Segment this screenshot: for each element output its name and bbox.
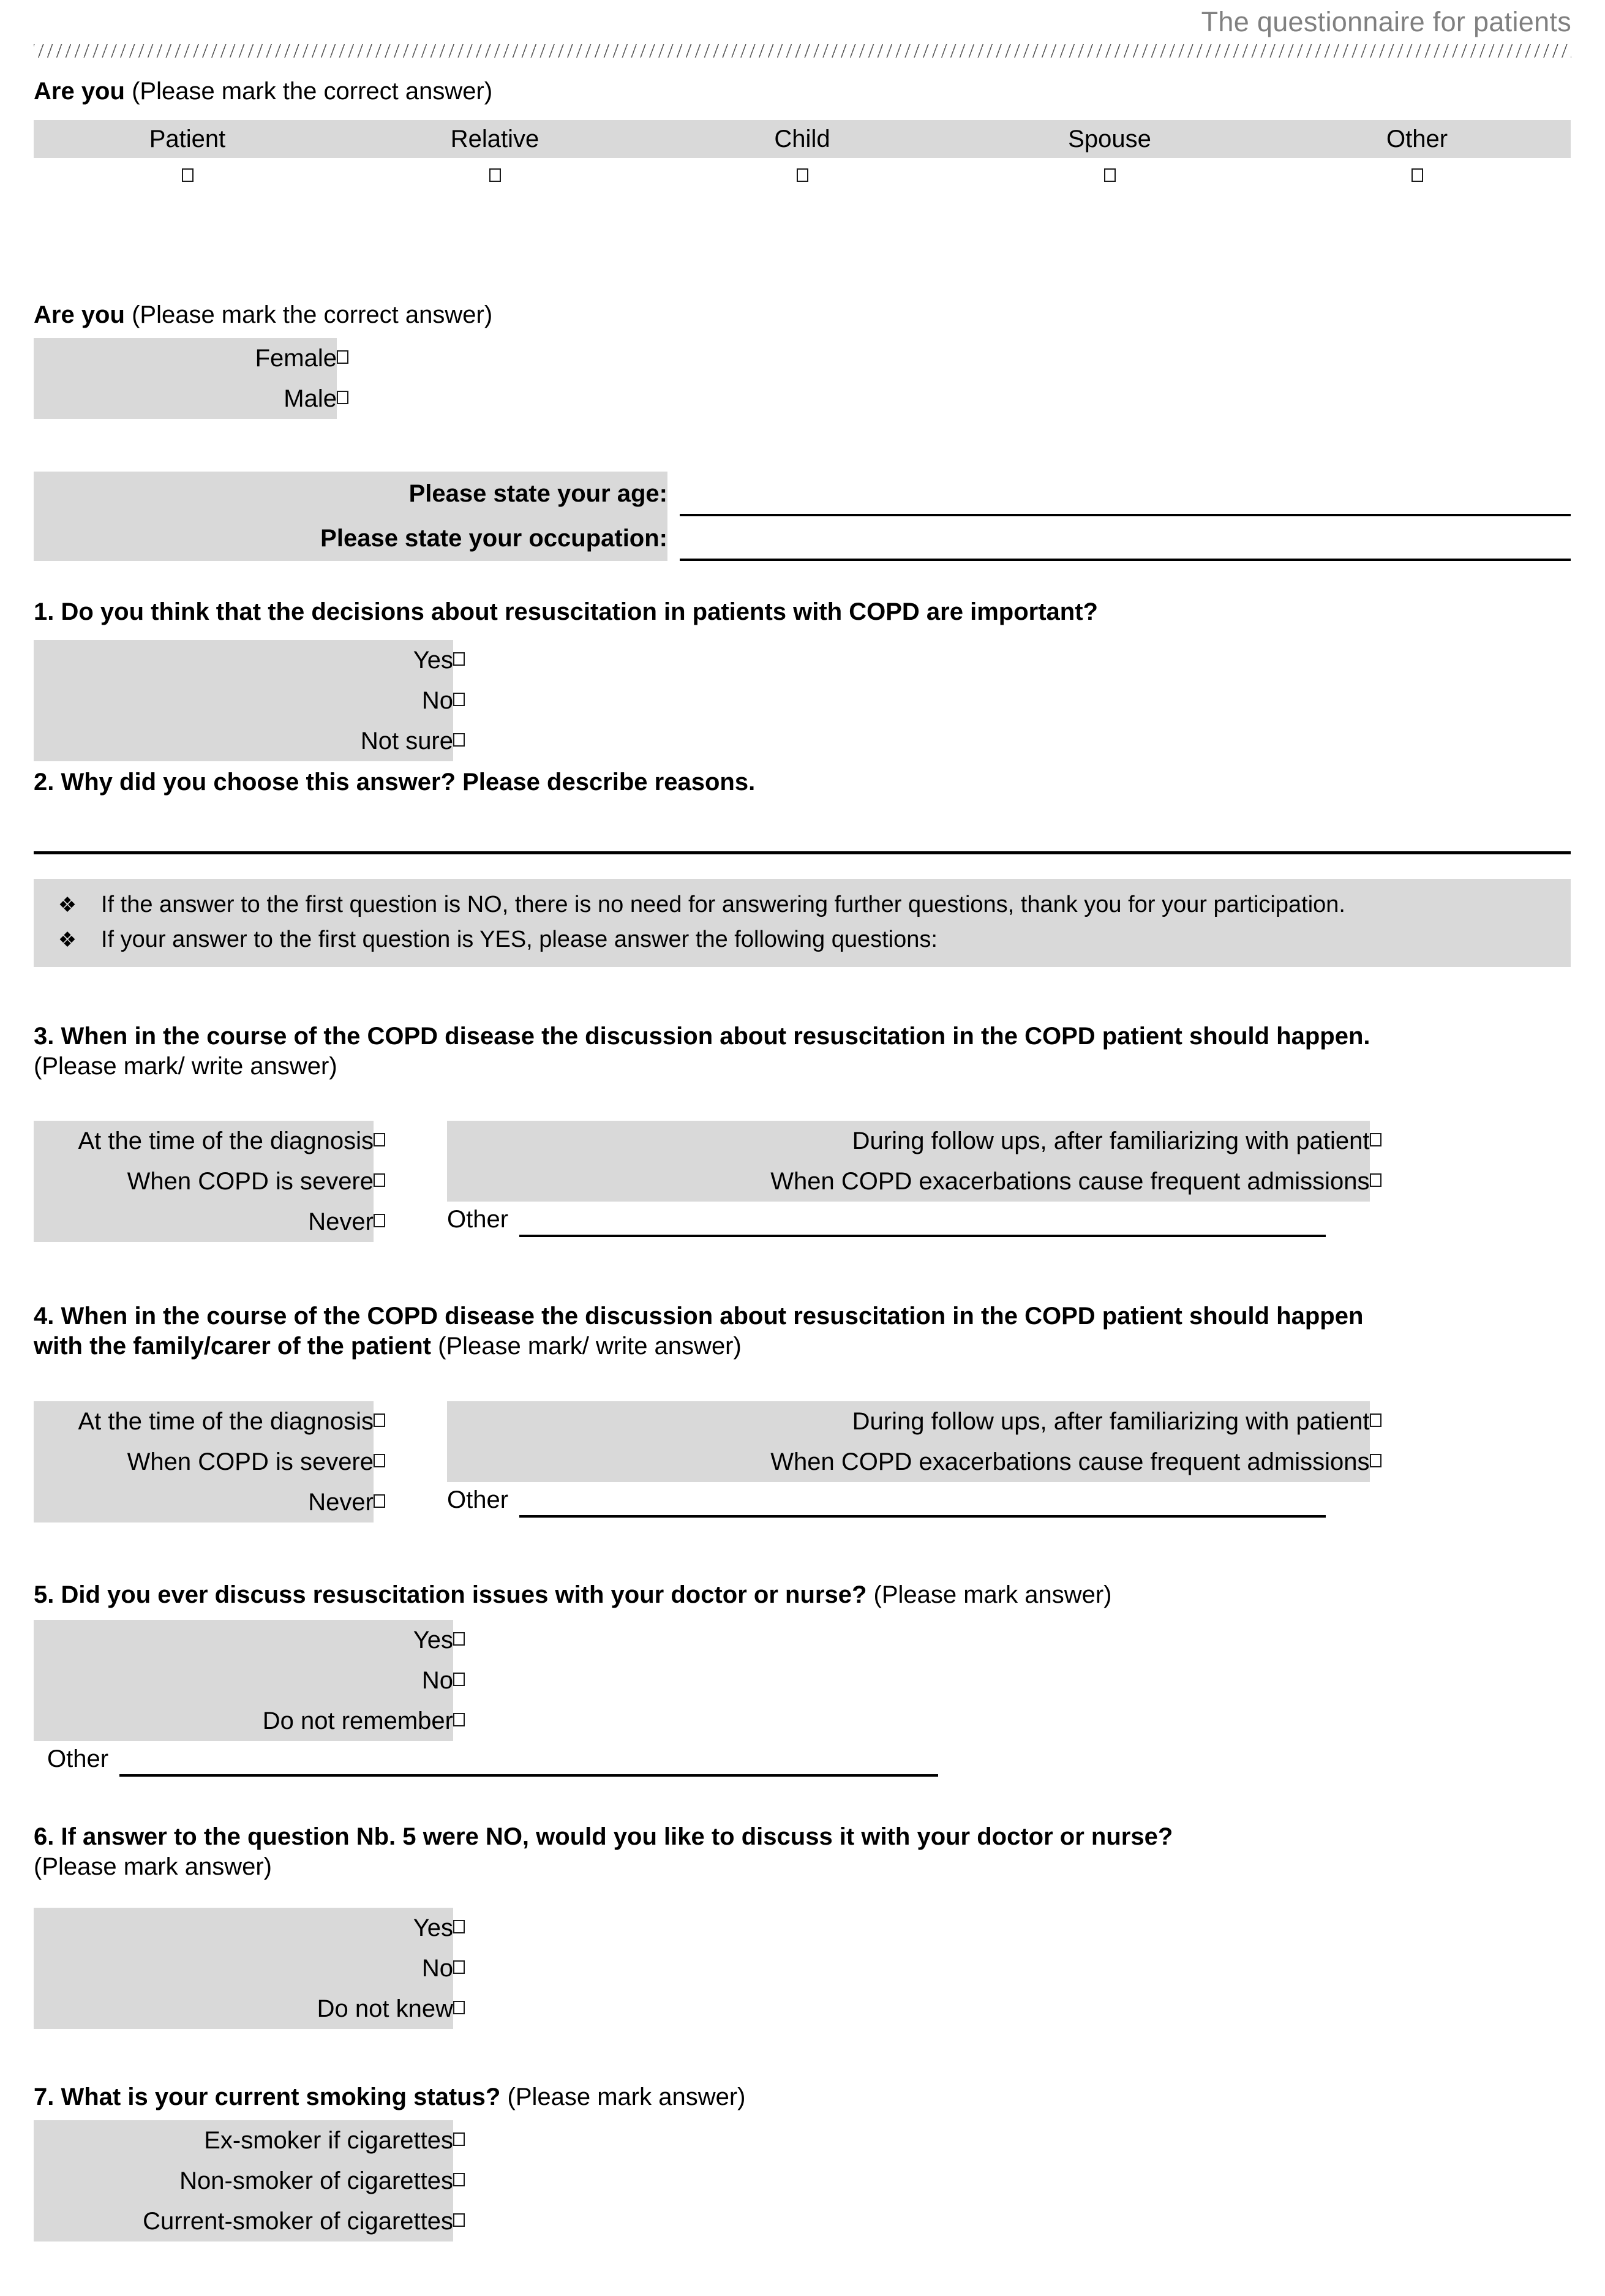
notes-block [34, 879, 1571, 967]
gender-prompt-bold: Are you [34, 301, 125, 328]
q3-right-checkbox-followups[interactable] [1370, 1133, 1381, 1146]
q3-left-checkbox-never[interactable] [374, 1214, 385, 1227]
gender-checkbox-male[interactable] [337, 391, 348, 404]
q4-right-column [447, 1401, 1415, 1518]
diamond-bullet-icon: ❖ [58, 894, 77, 917]
q1-row-no [34, 680, 496, 721]
q7-checkbox-non-smoker[interactable] [453, 2173, 465, 2186]
note-item-1 [34, 887, 1571, 922]
gender-row-male [34, 378, 380, 419]
role-checkbox-spouse[interactable] [1104, 168, 1116, 182]
role-option-label-patient: Patient [149, 126, 226, 152]
q7-checkbox-current-smoker-cell [453, 2201, 496, 2241]
gender-checkbox-female-cell [337, 338, 380, 378]
q4-right-label-followups: During follow ups, after familiarizing with patient [447, 1401, 1370, 1442]
q5-checkbox-do-not-remember[interactable] [453, 1713, 465, 1726]
q5-checkbox-yes-cell [453, 1620, 496, 1660]
q6-label-do-not-knew: Do not knew [34, 1989, 453, 2029]
q4-left-row-3 [34, 1482, 416, 1523]
q7-options [34, 2120, 1571, 2241]
q6-options-table [34, 1908, 496, 2029]
q3-left-checkbox-diagnosis[interactable] [374, 1133, 385, 1146]
q5-checkbox-no[interactable] [453, 1673, 465, 1686]
q2-title: 2. Why did you choose this answer? Please describe reasons. [34, 769, 756, 796]
q6-title-note: (Please mark answer) [34, 1853, 273, 1880]
q5-other-label: Other [47, 1745, 109, 1772]
note-item-2 [34, 922, 1571, 957]
q3-left-checkbox-severe-cell [374, 1161, 416, 1202]
q5-other-field[interactable] [47, 1741, 938, 1777]
q4-left-label-severe: When COPD is severe [34, 1442, 374, 1482]
notes-shaded-box [34, 879, 1571, 967]
q1-options [34, 640, 1571, 761]
q5-row-donotremember [34, 1701, 496, 1741]
q1-title: 1. Do you think that the decisions about resuscitation in patients with COPD are important? [34, 598, 1098, 625]
q3-right-row-2 [447, 1161, 1415, 1202]
q4-left-row-1 [34, 1401, 416, 1442]
q3-options-columns [34, 1121, 1571, 1242]
role-option-label-other: Other [1386, 126, 1448, 152]
q1-checkbox-not-sure[interactable] [453, 733, 465, 747]
age-row [34, 472, 1571, 516]
q3-title-note: (Please mark/ write answer) [34, 1053, 337, 1080]
q5-title-note: (Please mark answer) [873, 1581, 1112, 1608]
q7-label-ex-smoker: Ex-smoker if cigarettes [34, 2120, 453, 2161]
q6-checkbox-yes[interactable] [453, 1920, 465, 1933]
q1-label-not-sure: Not sure [34, 721, 453, 761]
q4-other-field[interactable] [447, 1482, 1326, 1518]
q5-title [34, 1580, 1571, 1610]
q2-answer-value[interactable] [34, 815, 1571, 851]
q3-other-field[interactable] [447, 1202, 1326, 1237]
q6-checkbox-no[interactable] [453, 1960, 465, 1974]
occupation-row [34, 516, 1571, 561]
q4-left-checkbox-severe-cell [374, 1442, 416, 1482]
q3-right-label-exacerbations: When COPD exacerbations cause frequent admissions [447, 1161, 1370, 1202]
age-input-value[interactable] [680, 477, 1571, 514]
q4-left-row-2 [34, 1442, 416, 1482]
q4-right-label-exacerbations: When COPD exacerbations cause frequent admissions [447, 1442, 1370, 1482]
role-options-checkbox-row [34, 158, 1571, 195]
q6-checkbox-do-not-knew[interactable] [453, 2001, 465, 2014]
q7-checkbox-ex-smoker-cell [453, 2120, 496, 2161]
q5-other-input[interactable] [119, 1746, 938, 1777]
gender-checkbox-male-cell [337, 378, 380, 419]
role-checkbox-spouse-cell [956, 168, 1263, 185]
q5-checkbox-yes[interactable] [453, 1632, 465, 1646]
gender-label-female: Female [34, 338, 337, 378]
q3-right-checkbox-followups-cell [1370, 1121, 1415, 1161]
q1-label-no: No [34, 680, 453, 721]
q5-label-do-not-remember: Do not remember [34, 1701, 453, 1741]
q3-left-row-2 [34, 1161, 416, 1202]
q6-checkbox-do-not-knew-cell [453, 1989, 496, 2029]
q6-options [34, 1908, 1571, 2029]
q2-answer-area[interactable] [34, 815, 1571, 854]
role-options-header-row [34, 120, 1571, 158]
q4-right-checkbox-followups-cell [1370, 1401, 1415, 1442]
q6-label-no: No [34, 1948, 453, 1989]
q4-right-row-2 [447, 1442, 1415, 1482]
personal-fields-table [34, 472, 1571, 561]
q4-left-checkbox-severe[interactable] [374, 1454, 385, 1467]
occupation-input-underline [680, 559, 1571, 561]
q7-title [34, 2082, 1571, 2112]
q4-right-checkbox-followups[interactable] [1370, 1413, 1381, 1427]
q4-section [34, 1301, 1571, 1361]
gender-prompt-note: (Please mark the correct answer) [132, 301, 493, 328]
q4-left-options-table [34, 1401, 416, 1523]
q1-checkbox-yes[interactable] [453, 652, 465, 666]
role-option-label-child: Child [774, 126, 830, 152]
note-item-1-text: If the answer to the first question is NO, there is no need for answering further questions, thank you for your participation. [101, 892, 1345, 917]
role-options-band [34, 120, 1571, 195]
q1-row-yes [34, 640, 496, 680]
q4-options [34, 1401, 1571, 1523]
q7-row-non [34, 2161, 496, 2201]
q7-checkbox-non-smoker-cell [453, 2161, 496, 2201]
q3-right-options-table [447, 1121, 1415, 1202]
q6-row-no [34, 1948, 496, 1989]
q5-label-no: No [34, 1660, 453, 1701]
q4-right-options-table [447, 1401, 1415, 1482]
q5-checkbox-no-cell [453, 1660, 496, 1701]
q7-checkbox-ex-smoker[interactable] [453, 2132, 465, 2146]
q1-checkbox-not-sure-cell [453, 721, 496, 761]
role-checkbox-patient-cell [34, 168, 341, 185]
q3-left-label-diagnosis: At the time of the diagnosis [34, 1121, 374, 1161]
hatched-divider [34, 44, 1571, 58]
role-prompt-note: (Please mark the correct answer) [132, 78, 493, 105]
q4-left-checkbox-never-cell [374, 1482, 416, 1523]
gender-label-male: Male [34, 378, 337, 419]
role-option-label-spouse: Spouse [1068, 126, 1151, 152]
personal-fields-section [34, 472, 1571, 561]
q5-section [34, 1580, 1571, 1610]
q4-other-input[interactable] [519, 1487, 1326, 1518]
q3-left-checkbox-severe[interactable] [374, 1173, 385, 1187]
q4-right-row-1 [447, 1401, 1415, 1442]
q3-left-checkbox-diagnosis-cell [374, 1121, 416, 1161]
q3-right-row-1 [447, 1121, 1415, 1161]
q4-left-label-diagnosis: At the time of the diagnosis [34, 1401, 374, 1442]
page-header [34, 6, 1571, 64]
q2-section [34, 767, 1571, 797]
q4-right-checkbox-exacerbations[interactable] [1370, 1454, 1381, 1467]
q4-title-note: (Please mark/ write answer) [438, 1333, 742, 1360]
q3-left-checkbox-never-cell [374, 1202, 416, 1242]
role-checkbox-relative[interactable] [489, 168, 501, 182]
q7-row-ex [34, 2120, 496, 2161]
gender-question-section [34, 300, 1571, 330]
q3-other-label: Other [447, 1206, 509, 1233]
q3-section [34, 1022, 1571, 1082]
q5-title-bold: 5. Did you ever discuss resuscitation issues with your doctor or nurse? [34, 1581, 867, 1608]
q6-checkbox-yes-cell [453, 1908, 496, 1948]
q4-left-checkbox-diagnosis-cell [374, 1401, 416, 1442]
role-question-section [34, 77, 1571, 107]
role-checkbox-relative-cell [341, 168, 648, 185]
age-input-cell[interactable] [667, 472, 1571, 516]
note-item-2-text: If your answer to the first question is YES, please answer the following questions: [101, 927, 938, 952]
q5-options-table [34, 1620, 496, 1741]
q5-row-no [34, 1660, 496, 1701]
q6-title: 6. If answer to the question Nb. 5 were NO, would you like to discuss it with your doctor or nurse? [34, 1823, 1173, 1850]
q1-checkbox-yes-cell [453, 640, 496, 680]
q6-checkbox-no-cell [453, 1948, 496, 1989]
q3-options [34, 1121, 1571, 1242]
occupation-input-value[interactable] [680, 522, 1571, 559]
q3-right-column [447, 1121, 1415, 1237]
q7-label-current-smoker: Current-smoker of cigarettes [34, 2201, 453, 2241]
role-prompt-bold: Are you [34, 78, 125, 105]
page-title: The questionnaire for patients [1201, 6, 1571, 37]
q1-checkbox-no-cell [453, 680, 496, 721]
q1-options-table [34, 640, 496, 761]
role-checkbox-patient[interactable] [182, 168, 194, 182]
q6-section [34, 1822, 1571, 1882]
q1-label-yes: Yes [34, 640, 453, 680]
q4-title-line2 [34, 1331, 1571, 1361]
q5-checkbox-do-not-remember-cell [453, 1701, 496, 1741]
q5-options [34, 1620, 1571, 1777]
gender-options [34, 338, 1571, 419]
q3-right-checkbox-exacerbations-cell [1370, 1161, 1415, 1202]
diamond-bullet-icon-2: ❖ [58, 928, 77, 952]
q4-options-columns [34, 1401, 1571, 1523]
role-checkbox-other-cell [1263, 168, 1571, 185]
q3-left-label-severe: When COPD is severe [34, 1161, 374, 1202]
q3-left-options-table [34, 1121, 416, 1242]
q4-right-checkbox-exacerbations-cell [1370, 1442, 1415, 1482]
q7-section [34, 2082, 1571, 2112]
gender-row-female [34, 338, 380, 378]
q3-right-checkbox-exacerbations[interactable] [1370, 1173, 1381, 1187]
q4-title-line1: 4. When in the course of the COPD disease the discussion about resuscitation in the COPD patient should happen [34, 1303, 1364, 1330]
occupation-label: Please state your occupation: [34, 516, 667, 561]
q3-title: 3. When in the course of the COPD disease the discussion about resuscitation in the COPD patient should happen. [34, 1023, 1370, 1050]
q4-other-label: Other [447, 1486, 509, 1513]
q4-left-label-never: Never [34, 1482, 374, 1523]
q2-answer-underline [34, 851, 1571, 854]
q7-title-note: (Please mark answer) [507, 2083, 746, 2110]
role-checkbox-other[interactable] [1411, 168, 1423, 182]
q7-checkbox-current-smoker[interactable] [453, 2213, 465, 2227]
q5-label-yes: Yes [34, 1620, 453, 1660]
q1-checkbox-no[interactable] [453, 693, 465, 706]
q7-title-bold: 7. What is your current smoking status? [34, 2083, 501, 2110]
role-option-label-relative: Relative [450, 126, 539, 152]
q6-label-yes: Yes [34, 1908, 453, 1948]
q3-left-label-never: Never [34, 1202, 374, 1242]
role-checkbox-child-cell [648, 168, 956, 185]
age-label: Please state your age: [34, 472, 667, 516]
q3-other-input[interactable] [519, 1206, 1326, 1237]
q1-row-notsure [34, 721, 496, 761]
q7-options-table [34, 2120, 496, 2241]
occupation-input-cell[interactable] [667, 516, 1571, 561]
q6-row-donotknew [34, 1989, 496, 2029]
q4-title-line2-bold: with the family/carer of the patient [34, 1333, 432, 1360]
q3-left-row-3 [34, 1202, 416, 1242]
q5-row-yes [34, 1620, 496, 1660]
gender-checkbox-female[interactable] [337, 350, 348, 364]
q7-row-current [34, 2201, 496, 2241]
q6-row-yes [34, 1908, 496, 1948]
q4-left-checkbox-diagnosis[interactable] [374, 1413, 385, 1427]
q4-left-checkbox-never[interactable] [374, 1494, 385, 1508]
q7-label-non-smoker: Non-smoker of cigarettes [34, 2161, 453, 2201]
gender-question-prompt [34, 300, 1571, 330]
q1-section [34, 597, 1571, 627]
role-question-prompt [34, 77, 1571, 107]
gender-options-table [34, 338, 380, 419]
role-checkbox-child[interactable] [797, 168, 808, 182]
q3-right-label-followups: During follow ups, after familiarizing with patient [447, 1121, 1370, 1161]
q3-left-row-1 [34, 1121, 416, 1161]
